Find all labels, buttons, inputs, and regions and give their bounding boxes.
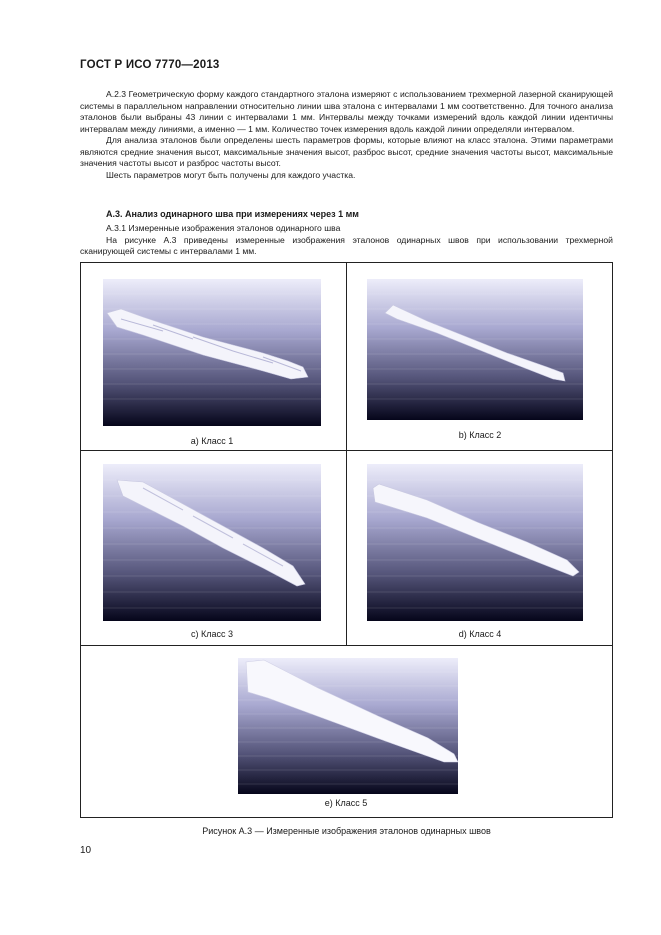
panel-image-class-1: [103, 279, 321, 426]
panel-image-class-2: [367, 279, 583, 420]
paragraph-six-params: Шесть параметров могут быть получены для каждого участка.: [106, 169, 356, 180]
paragraph-a23: А.2.3 Геометрическую форму каждого стандартного эталона измеряют с использованием трехмерной лазерной сканирующей системы в параллельном направлении относительно линии шва эталона с интервалами 1 мм соответственно. Для точного анализа эталонов были выбраны 43 линии с интервалами 1 мм. Интервалы между точками измерений вдоль каждой линии идентичны интервалам между линиями, а именно — 1 мм. Количество точек измерения вдоль каждой линии определяли интервалом.: [80, 89, 613, 134]
figure-caption: Рисунок А.3 — Измеренные изображения эталонов одинарных швов: [202, 826, 491, 836]
page-header: ГОСТ Р ИСО 7770—2013: [80, 59, 220, 71]
section-title-a3: А.3. Анализ одинарного шва при измерениях через 1 мм: [106, 209, 359, 219]
panel-caption-class-2: b) Класс 2: [458, 430, 502, 440]
divider: [346, 263, 347, 450]
panel-image-class-3: [103, 464, 321, 621]
body-text-block: [80, 89, 613, 181]
panel-image-class-5: [238, 658, 458, 794]
panel-caption-class-1: а) Класс 1: [190, 436, 234, 446]
body-text-block-2: [80, 223, 613, 258]
divider: [81, 645, 612, 646]
paragraph-a31: А.3.1 Измеренные изображения эталонов одинарного шва: [106, 223, 341, 233]
panel-image-class-4: [367, 464, 583, 621]
paragraph-figure-ref: На рисунке А.3 приведены измеренные изображения эталонов одинарных швов при использовании трехмерной сканирующей системы с интервалами 1 мм.: [80, 234, 613, 256]
panel-caption-class-4: d) Класс 4: [458, 629, 502, 639]
divider: [346, 450, 347, 645]
panel-caption-class-5: е) Класс 5: [324, 798, 368, 808]
paragraph-parameters: Для анализа эталонов были определены шесть параметров формы, которые влияют на класс эталона. Этими параметрами являются средние значения высот, максимальные значения высот, разброс высот, средние значения частоты высот, максимальные значения частоты высот и разброс частоты высот.: [80, 135, 613, 168]
page-number: 10: [80, 845, 92, 856]
panel-caption-class-3: с) Класс 3: [190, 629, 233, 639]
